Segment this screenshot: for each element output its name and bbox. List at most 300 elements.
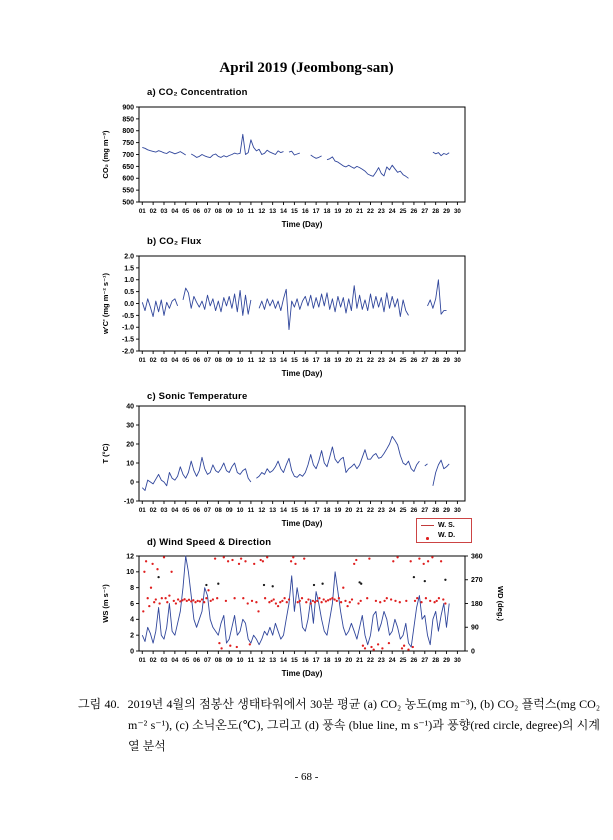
wind-direction-point	[318, 597, 320, 599]
wind-direction-point	[238, 563, 240, 565]
x-tick-label: 29	[443, 657, 450, 664]
wind-direction-outliers-point	[444, 579, 446, 581]
x-tick-label: 28	[432, 507, 440, 514]
x-tick-label: 12	[258, 507, 266, 514]
y2-tick-label: 180	[471, 600, 483, 608]
wind-direction-point	[164, 597, 166, 599]
x-tick-label: 09	[225, 357, 233, 364]
x-tick-label: 21	[356, 507, 364, 514]
wind-direction-point	[366, 597, 368, 599]
x-tick-label: 07	[204, 208, 211, 215]
x-tick-label: 04	[171, 507, 179, 514]
x-tick-label: 16	[301, 657, 309, 664]
wind-direction-point	[410, 560, 412, 562]
x-tick-label: 17	[312, 357, 320, 364]
plot-frame	[139, 107, 465, 202]
wind-direction-point	[273, 598, 275, 600]
wind-direction-point	[297, 601, 299, 603]
wind-direction-point	[194, 601, 196, 603]
wind-direction-point	[331, 597, 333, 599]
y-tick-label: 0.5	[124, 289, 134, 297]
wind-direction-point	[362, 645, 364, 647]
x-tick-label: 30	[453, 357, 461, 364]
wind-direction-point	[229, 645, 231, 647]
wind-direction-point	[412, 646, 414, 648]
y-tick-label: -10	[123, 498, 134, 506]
wind-direction-point	[223, 556, 225, 558]
x-tick-label: 24	[388, 507, 396, 514]
wind-direction-point	[212, 598, 214, 600]
x-tick-label: 19	[334, 357, 342, 364]
wind-direction-point	[173, 600, 175, 602]
wind-direction-point	[357, 602, 359, 604]
wind-direction-point	[170, 571, 172, 573]
wind-direction-point	[218, 642, 220, 644]
x-tick-label: 15	[290, 208, 298, 215]
wind-direction-point	[353, 563, 355, 565]
wind-direction-point	[153, 601, 155, 603]
x-axis-title: Time (Day)	[281, 369, 323, 378]
x-tick-label: 13	[269, 208, 277, 215]
x-tick-label: 27	[421, 208, 429, 215]
x-tick-label: 10	[236, 208, 244, 215]
wind-direction-outliers-point	[157, 576, 159, 578]
wind-direction-point	[444, 602, 446, 604]
wind-direction-point	[346, 605, 348, 607]
x-tick-label: 29	[443, 507, 450, 514]
x-tick-label: 05	[182, 208, 190, 215]
y-tick-label: 4	[130, 616, 134, 624]
wind-direction-point	[351, 598, 353, 600]
y-tick-label: 900	[122, 104, 134, 112]
wind-direction-outliers-point	[360, 583, 362, 585]
y-tick-label: 2	[130, 632, 134, 640]
wind-direction-point	[216, 597, 218, 599]
y-tick-label: 10	[126, 569, 134, 577]
wind-direction-point	[305, 601, 307, 603]
figure-caption-number: 그림 40.	[78, 697, 120, 711]
y2-tick-label: 270	[471, 577, 483, 585]
wind-direction-legend-label: W. D.	[438, 532, 456, 539]
x-tick-label: 02	[149, 657, 157, 664]
x-tick-label: 02	[149, 357, 157, 364]
wind-direction-point	[181, 599, 183, 601]
y2-tick-label: 0	[471, 648, 475, 656]
wind-direction-point	[150, 587, 152, 589]
x-tick-label: 27	[421, 357, 429, 364]
wind-direction-point	[431, 556, 433, 558]
x-tick-label: 13	[269, 507, 277, 514]
wind-direction-point	[336, 600, 338, 602]
wind-direction-point	[401, 647, 403, 649]
x-tick-label: 25	[399, 507, 407, 514]
x-tick-label: 05	[182, 357, 190, 364]
wind-direction-point	[405, 600, 407, 602]
wind-direction-point	[143, 571, 145, 573]
x-tick-label: 07	[204, 507, 211, 514]
y-tick-label: 40	[126, 403, 134, 411]
x-tick-label: 20	[345, 357, 353, 364]
y-tick-label: 8	[130, 585, 134, 593]
wind-direction-point	[268, 601, 270, 603]
wind-direction-point	[364, 647, 366, 649]
wind-direction-point	[277, 605, 279, 607]
y-axis-title: w'C' (mg m⁻² s⁻¹)	[101, 272, 110, 335]
wind-direction-point	[244, 560, 246, 562]
y2-tick-label: 90	[471, 624, 479, 632]
x-tick-label: 05	[182, 657, 190, 664]
wind-direction-point	[373, 649, 375, 651]
x-tick-label: 17	[312, 208, 320, 215]
wind-direction-point	[242, 597, 244, 599]
wind-direction-outliers-point	[424, 580, 426, 582]
wind-direction-point	[429, 600, 431, 602]
x-tick-label: 24	[388, 208, 396, 215]
wind-direction-point	[203, 601, 205, 603]
x-tick-label: 08	[214, 208, 222, 215]
wind-direction-point	[233, 597, 235, 599]
figure-title: April 2019 (Jeombong-san)	[219, 60, 394, 76]
wind-direction-point	[142, 610, 144, 612]
CO2-flux-line	[142, 280, 446, 330]
y2-tick-label: 360	[471, 553, 483, 561]
wind-direction-point	[360, 600, 362, 602]
wind-direction-point	[403, 645, 405, 647]
wind-direction-point	[438, 597, 440, 599]
wind-direction-point	[249, 643, 251, 645]
x-tick-label: 23	[377, 657, 385, 664]
x-tick-label: 07	[204, 357, 211, 364]
x-tick-label: 30	[453, 208, 461, 215]
x-tick-label: 08	[214, 357, 222, 364]
x-tick-label: 23	[377, 507, 385, 514]
x-tick-label: 25	[399, 357, 407, 364]
wind-direction-point	[386, 597, 388, 599]
x-tick-label: 06	[193, 208, 201, 215]
figure-caption	[78, 694, 600, 757]
wind-direction-point	[325, 600, 327, 602]
y-tick-label: 12	[126, 553, 134, 561]
panel-a-label: a) CO₂ Concentration	[147, 87, 248, 98]
wind-direction-point	[416, 597, 418, 599]
x-tick-label: 13	[269, 357, 277, 364]
x-tick-label: 11	[247, 507, 255, 514]
wind-direction-point	[440, 560, 442, 562]
x-tick-label: 25	[399, 657, 407, 664]
wind-direction-point	[220, 647, 222, 649]
x-tick-label: 10	[236, 507, 244, 514]
wind-direction-point	[148, 605, 150, 607]
y-tick-label: 650	[122, 163, 134, 171]
y-tick-label: -0.5	[121, 312, 134, 320]
wind-direction-point	[264, 597, 266, 599]
x-tick-label: 10	[236, 357, 244, 364]
wind-direction-point	[197, 600, 199, 602]
x-tick-label: 09	[225, 208, 233, 215]
x-tick-label: 02	[149, 208, 157, 215]
x-tick-label: 16	[301, 357, 309, 364]
x-tick-label: 22	[367, 208, 374, 215]
x-tick-label: 16	[301, 507, 309, 514]
wind-direction-point	[392, 560, 394, 562]
wind-direction-point	[379, 601, 381, 603]
x-tick-label: 14	[280, 657, 287, 664]
wind-direction-point	[323, 598, 325, 600]
wind-direction-point	[327, 599, 329, 601]
x-tick-label: 04	[171, 657, 179, 664]
wind-direction-point	[307, 598, 309, 600]
wind-direction-point	[333, 598, 335, 600]
x-tick-label: 27	[421, 657, 429, 664]
y-axis-title: T (°C)	[101, 443, 110, 464]
wind-direction-point	[312, 600, 314, 602]
wind-direction-point	[349, 601, 351, 603]
wind-direction-point	[177, 598, 179, 600]
wind-direction-point	[381, 647, 383, 649]
y-tick-label: 550	[122, 187, 134, 195]
x-tick-label: 13	[269, 657, 277, 664]
x-tick-label: 19	[334, 657, 342, 664]
wind-direction-point	[207, 589, 209, 591]
wind-direction-point	[166, 601, 168, 603]
x-tick-label: 29	[443, 357, 450, 364]
x-tick-label: 03	[160, 507, 168, 514]
x-tick-label: 19	[334, 507, 342, 514]
y-tick-label: 850	[122, 116, 134, 124]
x-tick-label: 12	[258, 208, 266, 215]
wind-direction-point	[383, 600, 385, 602]
wind-direction-point	[183, 598, 185, 600]
wind-direction-point	[205, 597, 207, 599]
x-tick-label: 23	[377, 357, 385, 364]
x-tick-label: 18	[323, 657, 331, 664]
wind-direction-point	[394, 600, 396, 602]
x-axis-title: Time (Day)	[281, 519, 323, 528]
y-tick-label: 0	[130, 648, 134, 656]
x-tick-label: 25	[399, 208, 407, 215]
wind-speed-direction-chart	[95, 553, 525, 685]
x-tick-label: 08	[214, 657, 222, 664]
wind-direction-point	[388, 642, 390, 644]
x-tick-label: 22	[367, 657, 374, 664]
plot-frame	[139, 406, 465, 501]
sonic-temperature-chart	[95, 403, 525, 535]
wind-direction-point	[147, 597, 149, 599]
wind-direction-point	[286, 601, 288, 603]
x-tick-label: 10	[236, 657, 244, 664]
x-tick-label: 21	[356, 357, 364, 364]
y-tick-label: 700	[122, 151, 134, 159]
x-tick-label: 24	[388, 357, 396, 364]
wind-direction-point	[247, 602, 249, 604]
x-tick-label: 12	[258, 357, 266, 364]
x-tick-label: 03	[160, 357, 168, 364]
x-tick-label: 26	[410, 657, 418, 664]
panel-b-label: b) CO₂ Flux	[147, 236, 202, 247]
x-tick-label: 03	[160, 657, 168, 664]
wind-direction-point	[329, 598, 331, 600]
x-tick-label: 28	[432, 208, 440, 215]
wind-direction-point	[257, 610, 259, 612]
wind-direction-point	[231, 559, 233, 561]
co2-concentration-chart	[95, 104, 525, 236]
x-tick-label: 16	[301, 208, 309, 215]
wind-direction-point	[355, 559, 357, 561]
figure-caption-text: 2019년 4월의 점봉산 생태타워에서 30분 평균 (a) CO₂ 농도(mg m⁻³), (b) CO₂ 플럭스(mg CO₂ m⁻² s⁻¹), (c) 소닉온도(℃), 그리고 (d) 풍속 (blue line, m s⁻¹)과 풍향(red circle, degree)의 시계열 분석	[127, 697, 600, 753]
x-tick-label: 06	[193, 507, 201, 514]
y-tick-label: 600	[122, 175, 134, 183]
x-tick-label: 09	[225, 507, 233, 514]
wind-direction-point	[260, 559, 262, 561]
wind-direction-point	[292, 556, 294, 558]
wind-direction-point	[425, 597, 427, 599]
x-tick-label: 08	[214, 507, 222, 514]
x-tick-label: 20	[345, 657, 353, 664]
wind-direction-point	[320, 601, 322, 603]
x-tick-label: 05	[182, 507, 190, 514]
wind-direction-point	[442, 598, 444, 600]
x-tick-label: 20	[345, 507, 353, 514]
x-tick-label: 29	[443, 208, 450, 215]
wind-direction-point	[290, 560, 292, 562]
x-tick-label: 11	[247, 657, 255, 664]
wind-direction-point	[275, 602, 277, 604]
x-tick-label: 01	[138, 208, 146, 215]
x-tick-label: 17	[312, 507, 320, 514]
x-tick-label: 22	[367, 507, 374, 514]
wind-direction-point	[266, 556, 268, 558]
wind-direction-point	[288, 598, 290, 600]
wind-direction-point	[283, 597, 285, 599]
x-tick-label: 30	[453, 507, 461, 514]
wind-direction-point	[427, 560, 429, 562]
wind-direction-point	[390, 598, 392, 600]
x-tick-label: 28	[432, 357, 440, 364]
wind-direction-point	[414, 600, 416, 602]
wind-direction-outliers-point	[205, 584, 207, 586]
wind-direction-point	[310, 602, 312, 604]
x-tick-label: 19	[334, 208, 342, 215]
wind-direction-point	[179, 600, 181, 602]
wind-direction-outliers-point	[321, 583, 323, 585]
x-axis-title: Time (Day)	[281, 669, 323, 678]
x-tick-label: 24	[388, 657, 396, 664]
wind-direction-point	[368, 557, 370, 559]
wind-direction-point	[344, 600, 346, 602]
x-tick-label: 01	[138, 507, 146, 514]
y-tick-label: 800	[122, 128, 134, 136]
x-tick-label: 03	[160, 208, 168, 215]
x-tick-label: 23	[377, 208, 385, 215]
x-tick-label: 26	[410, 357, 418, 364]
y-axis-title: WS (m s⁻¹)	[101, 584, 110, 623]
wind-direction-dot-swatch	[421, 527, 434, 545]
x-tick-label: 21	[356, 657, 364, 664]
x-tick-label: 18	[323, 507, 331, 514]
x-tick-label: 28	[432, 657, 440, 664]
wind-direction-point	[433, 601, 435, 603]
wind-direction-point	[436, 600, 438, 602]
y-tick-label: 750	[122, 140, 134, 148]
wind-direction-point	[279, 601, 281, 603]
wind-direction-point	[190, 600, 192, 602]
y-tick-label: 1.5	[124, 265, 134, 273]
y-tick-label: -1.0	[121, 324, 134, 332]
y-tick-label: 6	[130, 600, 134, 608]
x-tick-label: 04	[171, 357, 179, 364]
y-tick-label: -1.5	[121, 336, 134, 344]
wind-direction-point	[199, 600, 201, 602]
wind-direction-point	[418, 557, 420, 559]
panel-c-label: c) Sonic Temperature	[147, 391, 248, 402]
wind-direction-point	[281, 600, 283, 602]
y-tick-label: 20	[126, 441, 134, 449]
y-tick-label: 0.0	[124, 300, 134, 308]
wind-direction-point	[396, 556, 398, 558]
y-axis-title: CO₂ (mg m⁻³)	[101, 130, 110, 179]
x-tick-label: 17	[312, 657, 320, 664]
wind-direction-point	[186, 600, 188, 602]
wind-direction-point	[301, 597, 303, 599]
x-tick-label: 30	[453, 657, 461, 664]
x-tick-label: 02	[149, 507, 157, 514]
wind-direction-point	[270, 600, 272, 602]
x-tick-label: 14	[280, 208, 287, 215]
wind-direction-point	[214, 557, 216, 559]
y-tick-label: 30	[126, 422, 134, 430]
y-tick-label: 0	[130, 479, 134, 487]
wind-direction-point	[375, 600, 377, 602]
x-tick-label: 18	[323, 357, 331, 364]
wind-direction-point	[294, 563, 296, 565]
wind-direction-point	[255, 601, 257, 603]
wind-direction-point	[188, 599, 190, 601]
x-tick-label: 15	[290, 357, 298, 364]
wind-direction-point	[163, 556, 165, 558]
y-tick-label: 10	[126, 460, 134, 468]
wind-direction-point	[407, 649, 409, 651]
wind-direction-point	[253, 563, 255, 565]
wind-direction-point	[201, 598, 203, 600]
wind-direction-point	[338, 597, 340, 599]
x-tick-label: 04	[171, 208, 179, 215]
x-tick-label: 27	[421, 507, 429, 514]
wind-direction-point	[236, 646, 238, 648]
wind-direction-point	[155, 598, 157, 600]
co2-flux-chart	[95, 253, 525, 385]
wind-direction-point	[251, 600, 253, 602]
wind-direction-point	[161, 597, 163, 599]
x-tick-label: 06	[193, 657, 201, 664]
x-tick-label: 26	[410, 507, 418, 514]
x-tick-label: 09	[225, 657, 233, 664]
wind-speed-legend-label: W. S.	[438, 522, 455, 529]
y2-axis-title: WD (deg.)	[496, 586, 505, 621]
wind-direction-point	[151, 563, 153, 565]
wind-speed-line	[142, 556, 449, 647]
page-number: - 68 -	[294, 771, 319, 783]
wind-direction-outliers-point	[217, 583, 219, 585]
x-tick-label: 26	[410, 208, 418, 215]
wind-direction-outliers-point	[272, 585, 274, 587]
y-tick-label: -2.0	[121, 348, 134, 356]
wind-direction-point	[370, 646, 372, 648]
wind-direction-point	[145, 560, 147, 562]
x-tick-label: 15	[290, 657, 298, 664]
x-tick-label: 11	[247, 208, 255, 215]
x-tick-label: 22	[367, 357, 374, 364]
wind-direction-point	[316, 600, 318, 602]
